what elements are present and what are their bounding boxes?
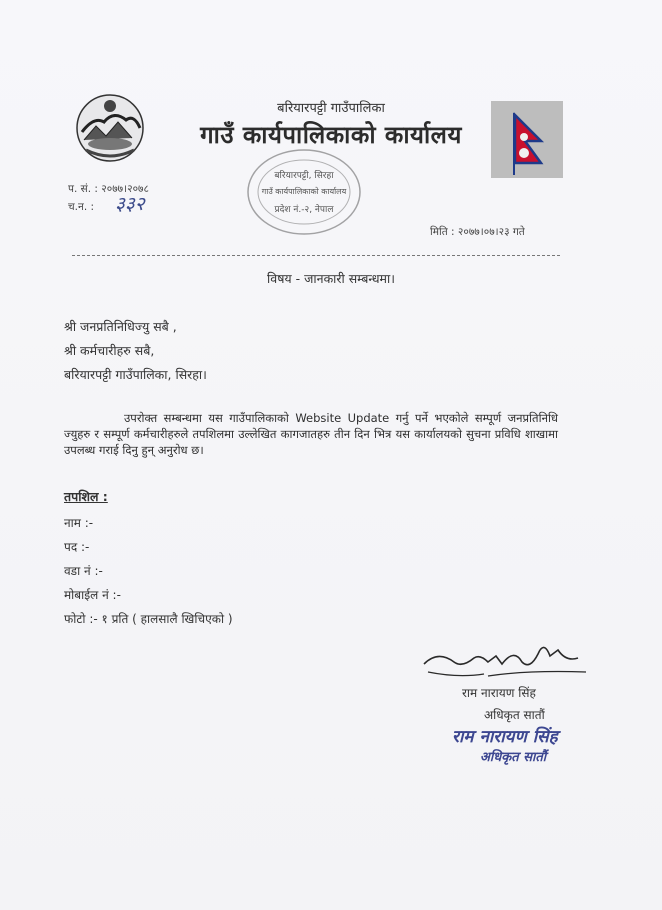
letter-date: मिति : २०७७।०७।२३ गते [430,226,525,238]
tapashil-field: वडा नं :- [64,564,103,578]
reference-number: प. सं. : २०७७।२०७८ [68,183,149,195]
office-title: गाउँ कार्यपालिकाको कार्यालय [200,121,462,149]
stamp-line-2: गाउँ कार्यपालिकाको कार्यालय [261,187,347,196]
tapashil-field: पद :- [64,540,90,554]
signatory-post: अधिकृत सातौं [484,708,545,722]
stamp-line-1: बरियारपट्टी, सिरहा [274,171,334,181]
signatory-stamp-name: राम नारायण सिंह [452,727,558,747]
office-stamp [238,140,370,244]
tapashil-field: नाम :- [64,516,94,530]
addressee-line: बरियारपट्टी गाउँपालिका, सिरहा। [64,367,207,382]
municipality-name: बरियारपट्टी गाउँपालिका [277,101,385,116]
handwritten-signature [418,632,588,684]
chalani-value: ३३२ [115,193,145,215]
signatory-stamp-post: अधिकृत सातौं [480,750,547,765]
stamp-line-3: प्रदेश नं.-२, नेपाल [274,205,334,215]
header-divider [72,255,560,256]
tapashil-field: फोटो :- १ प्रति ( हालसालै खिचिएको ) [64,612,233,626]
subject-line: विषय - जानकारी सम्बन्धमा। [267,271,395,286]
signatory-name: राम नारायण सिंह [462,686,536,700]
tapashil-heading: तपशिल : [64,489,108,504]
tapashil-field: मोबाईल नं :- [64,588,121,602]
body-paragraph: उपरोक्त सम्बन्धमा यस गाउँपालिकाको Website Update गर्नु पर्ने भएकोले सम्पूर्ण जनप्रतिनिधि ज्युहरु र सम्पूर्ण कर्मचारीहरुले तपशिलमा उल्लेखित कागजातहरु तीन दिन भित्र यस कार्यालयको सुचना प्रविधि शाखामा उपलब्ध गराई दिनु हुन् अनुरोध छ। [64,411,558,457]
chalani-label: च.न. : [68,201,95,213]
addressee-line: श्री कर्मचारीहरु सबै, [64,343,155,358]
addressee-line: श्री जनप्रतिनिधिज्यु सबै , [64,319,177,334]
